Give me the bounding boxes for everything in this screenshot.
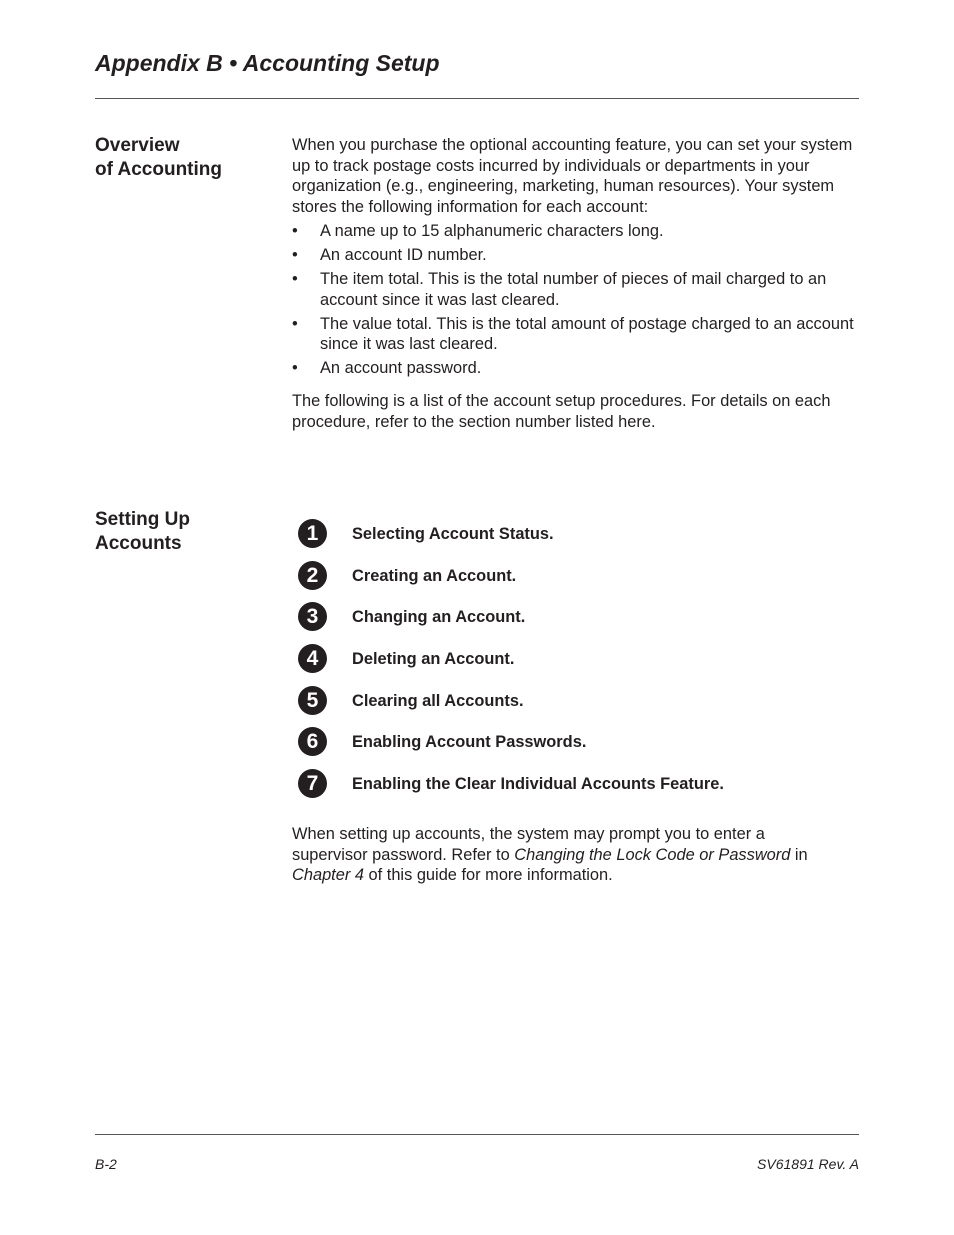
bullet-icon: • [292, 359, 298, 377]
list-item-text: The item total. This is the total number of pieces of mail charged to an account since it was last cleared. [320, 270, 827, 309]
note-text: of this guide for more information. [363, 866, 613, 884]
list-item-text: The value total. This is the total amount of postage charged to an account since it was last cleared. [320, 314, 854, 353]
overview-heading-line2: of Accounting [95, 159, 222, 180]
bullet-icon: • [292, 270, 298, 288]
list-item [292, 314, 860, 355]
list-item [292, 269, 860, 310]
footer-rule [95, 1134, 859, 1135]
overview-intro: When you purchase the optional accounting feature, you can set your system up to track postage costs incurred by individuals or departments in your organization (e.g., engineering, marketing, human resources). Your system stores the following information for each account: [292, 136, 853, 216]
overview-heading-line1: Overview [95, 135, 180, 156]
list-item-text: A name up to 15 alphanumeric characters long. [320, 222, 664, 240]
note-text: in [790, 845, 808, 864]
step-label: Creating an Account. [352, 566, 517, 585]
step-number-badge: 1 [298, 519, 327, 548]
step-number-badge: 7 [298, 769, 327, 798]
setup-heading-line2: Accounts [95, 533, 182, 554]
step-label: Selecting Account Status. [352, 525, 554, 543]
step-label: Deleting an Account. [352, 650, 515, 669]
setup-heading [95, 508, 190, 556]
document-id: SV61891 Rev. A [757, 1156, 859, 1172]
step-number-badge: 4 [298, 644, 327, 673]
note-text: When setting up accounts, the system may prompt you to enter a supervisor password. Refer to [292, 825, 765, 864]
bullet-icon: • [292, 222, 298, 240]
bullet-icon: • [292, 314, 298, 333]
overview-outro: The following is a list of the account setup procedures. For details on each procedure, refer to the section number listed here. [292, 392, 831, 431]
step-number-badge: 6 [298, 727, 327, 756]
list-item-text: An account ID number. [320, 246, 487, 264]
note-reference-chapter: Chapter 4 [292, 866, 364, 884]
overview-heading [95, 134, 222, 182]
note-reference-title: Changing the Lock Code or Password [514, 845, 791, 864]
step-label: Enabling Account Passwords. [352, 733, 587, 752]
list-item [292, 358, 860, 379]
page-number: B-2 [95, 1156, 117, 1172]
list-item-text: An account password. [320, 359, 482, 377]
step-label: Clearing all Accounts. [352, 691, 524, 710]
setup-heading-line1: Setting Up [95, 509, 190, 530]
step-number-badge: 2 [298, 561, 327, 590]
step-number-badge: 5 [298, 686, 327, 715]
step-number-badge: 3 [298, 602, 327, 631]
step-label: Changing an Account. [352, 608, 526, 627]
supervisor-password-note [292, 824, 832, 886]
bullet-icon: • [292, 246, 298, 264]
page-header-title: Appendix B • Accounting Setup [95, 50, 440, 76]
account-info-list [292, 221, 860, 382]
list-item [292, 245, 860, 266]
header-rule [95, 98, 859, 99]
list-item [292, 221, 860, 242]
step-label: Enabling the Clear Individual Accounts Feature. [352, 775, 724, 794]
